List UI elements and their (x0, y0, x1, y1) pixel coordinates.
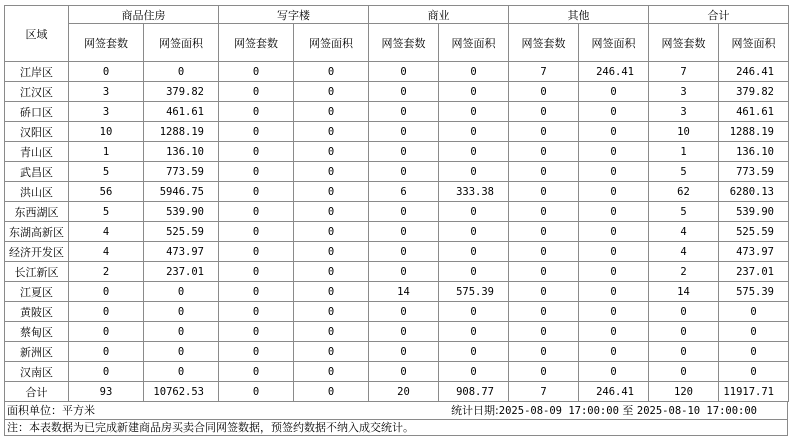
area-cell: 0 (144, 362, 219, 382)
count-cell: 1 (69, 142, 144, 162)
area-cell: 11917.71 (719, 382, 789, 402)
area-cell: 0 (439, 62, 509, 82)
area-cell: 0 (294, 282, 369, 302)
count-cell: 0 (369, 322, 439, 342)
group-header-office: 写字楼 (219, 6, 369, 24)
area-cell: 0 (439, 362, 509, 382)
area-cell: 0 (294, 302, 369, 322)
group-header-residential: 商品住房 (69, 6, 219, 24)
count-cell: 10 (649, 122, 719, 142)
area-cell: 0 (439, 222, 509, 242)
count-cell: 0 (509, 202, 579, 222)
count-cell: 0 (509, 222, 579, 242)
count-cell: 62 (649, 182, 719, 202)
count-cell: 7 (649, 62, 719, 82)
area-cell: 0 (294, 182, 369, 202)
group-header-other: 其他 (509, 6, 649, 24)
region-cell: 武昌区 (5, 162, 69, 182)
count-cell: 14 (369, 282, 439, 302)
area-cell: 0 (294, 162, 369, 182)
region-cell: 青山区 (5, 142, 69, 162)
area-cell: 0 (719, 302, 789, 322)
sub-header-area: 网签面积 (439, 24, 509, 62)
count-cell: 0 (369, 222, 439, 242)
table-row (5, 202, 789, 222)
table-row (5, 222, 789, 242)
area-cell: 0 (579, 362, 649, 382)
area-cell: 10762.53 (144, 382, 219, 402)
sub-header-count: 网签套数 (369, 24, 439, 62)
area-cell: 0 (719, 342, 789, 362)
area-cell: 0 (579, 162, 649, 182)
table-row (5, 82, 789, 102)
table-row (5, 162, 789, 182)
count-cell: 0 (219, 362, 294, 382)
area-cell: 0 (579, 342, 649, 362)
table-row (5, 142, 789, 162)
stat-date-to-word: 至 (622, 404, 634, 417)
sub-header-area: 网签面积 (294, 24, 369, 62)
count-cell: 0 (219, 242, 294, 262)
sales-table (4, 5, 789, 402)
area-cell: 0 (579, 82, 649, 102)
area-cell: 0 (439, 102, 509, 122)
count-cell: 0 (369, 142, 439, 162)
table-row (5, 242, 789, 262)
count-cell: 0 (219, 222, 294, 242)
count-cell: 0 (69, 282, 144, 302)
count-cell: 0 (219, 202, 294, 222)
count-cell: 2 (649, 262, 719, 282)
area-cell: 0 (144, 282, 219, 302)
area-cell: 0 (439, 242, 509, 262)
region-cell: 江岸区 (5, 62, 69, 82)
region-cell: 江夏区 (5, 282, 69, 302)
table-row (5, 322, 789, 342)
area-cell: 5946.75 (144, 182, 219, 202)
area-cell: 246.41 (579, 382, 649, 402)
count-cell: 0 (69, 342, 144, 362)
area-cell: 0 (294, 322, 369, 342)
area-cell: 0 (439, 342, 509, 362)
count-cell: 120 (649, 382, 719, 402)
count-cell: 5 (649, 162, 719, 182)
area-cell: 0 (294, 242, 369, 262)
count-cell: 0 (509, 242, 579, 262)
count-cell: 0 (509, 162, 579, 182)
area-cell: 0 (294, 142, 369, 162)
count-cell: 0 (369, 242, 439, 262)
region-cell: 汉南区 (5, 362, 69, 382)
area-cell: 461.61 (144, 102, 219, 122)
area-cell: 473.97 (719, 242, 789, 262)
area-cell: 539.90 (719, 202, 789, 222)
count-cell: 0 (219, 322, 294, 342)
count-cell: 1 (649, 142, 719, 162)
count-cell: 3 (649, 82, 719, 102)
count-cell: 0 (509, 262, 579, 282)
region-cell: 经济开发区 (5, 242, 69, 262)
area-cell: 0 (294, 102, 369, 122)
count-cell: 0 (219, 122, 294, 142)
count-cell: 0 (369, 122, 439, 142)
region-cell: 硚口区 (5, 102, 69, 122)
count-cell: 0 (369, 202, 439, 222)
count-cell: 0 (219, 142, 294, 162)
area-cell: 0 (439, 262, 509, 282)
area-cell: 0 (579, 222, 649, 242)
area-cell: 1288.19 (719, 122, 789, 142)
area-cell: 0 (579, 262, 649, 282)
count-cell: 0 (219, 262, 294, 282)
count-cell: 4 (649, 222, 719, 242)
count-cell: 0 (369, 302, 439, 322)
area-cell: 0 (294, 262, 369, 282)
count-cell: 0 (219, 342, 294, 362)
count-cell: 0 (509, 82, 579, 102)
count-cell: 0 (509, 182, 579, 202)
area-cell: 461.61 (719, 102, 789, 122)
count-cell: 3 (649, 102, 719, 122)
region-cell: 蔡甸区 (5, 322, 69, 342)
count-cell: 0 (369, 102, 439, 122)
area-cell: 0 (439, 82, 509, 102)
region-cell: 汉阳区 (5, 122, 69, 142)
count-cell: 0 (509, 282, 579, 302)
count-cell: 0 (219, 102, 294, 122)
area-cell: 0 (439, 302, 509, 322)
count-cell: 0 (69, 62, 144, 82)
count-cell: 0 (69, 362, 144, 382)
count-cell: 0 (369, 262, 439, 282)
count-cell: 0 (69, 302, 144, 322)
total-row (5, 382, 789, 402)
area-cell: 0 (719, 362, 789, 382)
sub-header-area: 网签面积 (144, 24, 219, 62)
area-cell: 575.39 (719, 282, 789, 302)
region-cell: 黄陂区 (5, 302, 69, 322)
count-cell: 0 (219, 302, 294, 322)
count-cell: 4 (649, 242, 719, 262)
area-cell: 0 (439, 122, 509, 142)
count-cell: 0 (369, 62, 439, 82)
region-cell: 洪山区 (5, 182, 69, 202)
area-cell: 0 (439, 142, 509, 162)
count-cell: 0 (219, 82, 294, 102)
area-cell: 0 (579, 302, 649, 322)
table-body (5, 62, 789, 402)
region-cell: 合计 (5, 382, 69, 402)
region-cell: 新洲区 (5, 342, 69, 362)
sub-header-area: 网签面积 (579, 24, 649, 62)
count-cell: 0 (509, 302, 579, 322)
area-cell: 0 (439, 322, 509, 342)
table-row (5, 302, 789, 322)
count-cell: 0 (219, 182, 294, 202)
count-cell: 10 (69, 122, 144, 142)
area-cell: 0 (579, 182, 649, 202)
footer-row (4, 402, 788, 420)
count-cell: 20 (369, 382, 439, 402)
area-cell: 0 (294, 362, 369, 382)
count-cell: 7 (509, 382, 579, 402)
area-cell: 773.59 (719, 162, 789, 182)
sub-header-count: 网签套数 (509, 24, 579, 62)
table-row (5, 342, 789, 362)
count-cell: 0 (509, 362, 579, 382)
region-header: 区域 (5, 6, 69, 62)
area-cell: 0 (294, 202, 369, 222)
count-cell: 0 (219, 282, 294, 302)
area-cell: 0 (579, 102, 649, 122)
sub-header-area: 网签面积 (719, 24, 789, 62)
area-cell: 136.10 (719, 142, 789, 162)
area-cell: 0 (579, 122, 649, 142)
group-header-commercial: 商业 (369, 6, 509, 24)
count-cell: 3 (69, 102, 144, 122)
count-cell: 0 (509, 142, 579, 162)
table-row (5, 262, 789, 282)
count-cell: 0 (649, 362, 719, 382)
area-cell: 908.77 (439, 382, 509, 402)
area-cell: 246.41 (719, 62, 789, 82)
count-cell: 0 (369, 162, 439, 182)
stat-date (451, 402, 787, 419)
area-cell: 0 (144, 322, 219, 342)
count-cell: 0 (69, 322, 144, 342)
sub-header-count: 网签套数 (219, 24, 294, 62)
count-cell: 0 (219, 382, 294, 402)
stat-date-from: 2025-08-09 17:00:00 (498, 405, 619, 417)
count-cell: 3 (69, 82, 144, 102)
count-cell: 5 (69, 202, 144, 222)
area-cell: 525.59 (719, 222, 789, 242)
count-cell: 0 (509, 322, 579, 342)
count-cell: 5 (69, 162, 144, 182)
region-cell: 长江新区 (5, 262, 69, 282)
count-cell: 0 (219, 162, 294, 182)
area-cell: 333.38 (439, 182, 509, 202)
area-cell: 237.01 (719, 262, 789, 282)
sub-header-count: 网签套数 (69, 24, 144, 62)
count-cell: 4 (69, 222, 144, 242)
area-cell: 0 (579, 242, 649, 262)
count-cell: 93 (69, 382, 144, 402)
area-cell: 0 (294, 62, 369, 82)
count-cell: 4 (69, 242, 144, 262)
count-cell: 0 (509, 102, 579, 122)
area-cell: 0 (579, 282, 649, 302)
area-cell: 379.82 (719, 82, 789, 102)
count-cell: 0 (369, 362, 439, 382)
area-cell: 525.59 (144, 222, 219, 242)
area-cell: 773.59 (144, 162, 219, 182)
stat-date-to: 2025-08-10 17:00:00 (636, 405, 757, 417)
region-cell: 江汉区 (5, 82, 69, 102)
table-row (5, 282, 789, 302)
report-container (4, 5, 788, 436)
area-cell: 0 (579, 322, 649, 342)
area-cell: 0 (579, 202, 649, 222)
group-header-total: 合计 (649, 6, 789, 24)
area-cell: 575.39 (439, 282, 509, 302)
area-cell: 246.41 (579, 62, 649, 82)
area-cell: 473.97 (144, 242, 219, 262)
area-cell: 0 (719, 322, 789, 342)
count-cell: 0 (219, 62, 294, 82)
count-cell: 6 (369, 182, 439, 202)
area-cell: 539.90 (144, 202, 219, 222)
table-header (5, 6, 789, 62)
count-cell: 0 (509, 342, 579, 362)
region-cell: 东湖高新区 (5, 222, 69, 242)
count-cell: 0 (649, 302, 719, 322)
region-cell: 东西湖区 (5, 202, 69, 222)
table-row (5, 362, 789, 382)
count-cell: 56 (69, 182, 144, 202)
area-cell: 0 (144, 342, 219, 362)
area-cell: 136.10 (144, 142, 219, 162)
area-cell: 379.82 (144, 82, 219, 102)
area-cell: 6280.13 (719, 182, 789, 202)
area-cell: 0 (294, 382, 369, 402)
count-cell: 7 (509, 62, 579, 82)
area-cell: 0 (294, 222, 369, 242)
table-row (5, 102, 789, 122)
stat-date-label: 统计日期: (451, 404, 499, 417)
area-cell: 237.01 (144, 262, 219, 282)
area-cell: 0 (144, 62, 219, 82)
area-cell: 0 (294, 122, 369, 142)
count-cell: 5 (649, 202, 719, 222)
count-cell: 0 (369, 342, 439, 362)
area-cell: 0 (579, 142, 649, 162)
footnote: 注：本表数据为已完成新建商品房买卖合同网签数据，预签约数据不纳入成交统计。 (4, 420, 788, 436)
area-cell: 0 (439, 202, 509, 222)
table-row (5, 182, 789, 202)
area-cell: 0 (294, 82, 369, 102)
area-unit-label: 面积单位：平方米 (7, 404, 95, 417)
area-cell: 0 (294, 342, 369, 362)
count-cell: 0 (649, 322, 719, 342)
table-row (5, 62, 789, 82)
count-cell: 0 (509, 122, 579, 142)
count-cell: 14 (649, 282, 719, 302)
count-cell: 2 (69, 262, 144, 282)
area-cell: 0 (144, 302, 219, 322)
count-cell: 0 (649, 342, 719, 362)
area-cell: 1288.19 (144, 122, 219, 142)
area-cell: 0 (439, 162, 509, 182)
sub-header-count: 网签套数 (649, 24, 719, 62)
table-row (5, 122, 789, 142)
count-cell: 0 (369, 82, 439, 102)
